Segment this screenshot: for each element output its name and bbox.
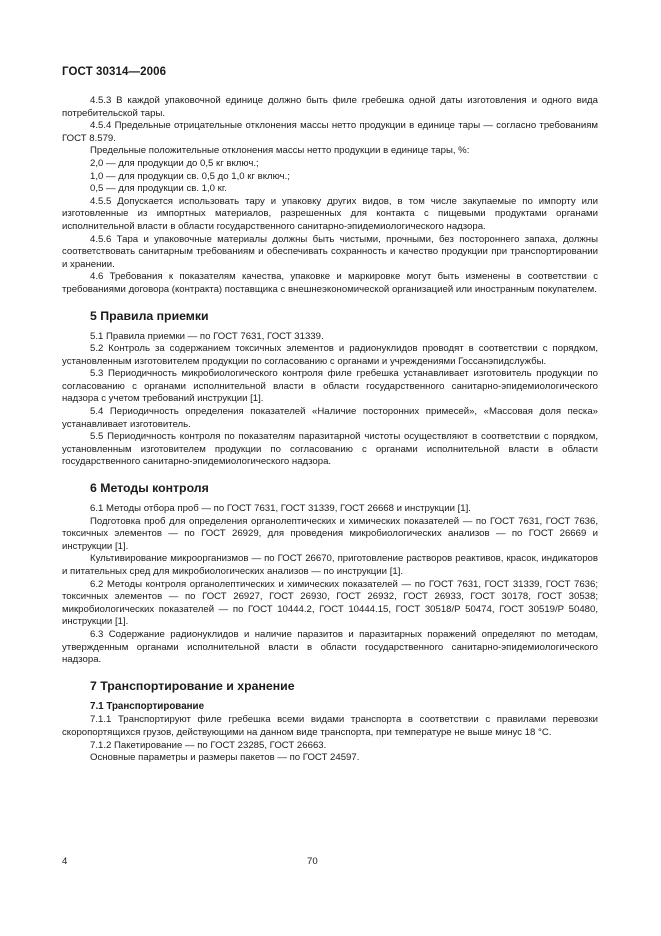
sheet-number: 70 [307, 856, 318, 867]
section-5-heading: 5 Правила приемки [90, 308, 209, 323]
document-body [62, 95, 598, 765]
paragraph-7-1-1: 7.1.1 Транспортируют филе гребешка всеми видами транспорта в соответствии с правилами перевозки скоропортящихся грузов, действующими на данном виде транспорта, при температуре не выше минус 18 °С. [62, 714, 598, 738]
paragraph-4-5-4: 4.5.4 Предельные отрицательные отклонения массы нетто продукции в единице тары — согласно требованиям ГОСТ 8.579. [62, 120, 598, 144]
paragraph-sample-preparation: Подготовка проб для определения органолептических и химических показателей — по ГОСТ 7631, ГОСТ 7636, токсичных элементов — по ГОСТ 26929, для проведения микробиологических анализов — по ГОСТ 26669 и инструкции [1]. [62, 515, 598, 552]
paragraph-7-1-2: 7.1.2 Пакетирование — по ГОСТ 23285, ГОСТ 26663. [90, 739, 327, 751]
paragraph-6-3: 6.3 Содержание радионуклидов и наличие паразитов и паразитарных поражений определяют по методам, утвержденным органами исполнительной власти в области государственного санитарно-эпидемиологического надзора. [62, 628, 598, 666]
subsection-7-1-heading: 7.1 Транспортирование [90, 700, 205, 712]
section-6-heading: 6 Методы контроля [90, 481, 209, 496]
paragraph-4-5-5: 4.5.5 Допускается использовать тару и упаковку других видов, в том числе закупаемые по импорту или изготовленные из импортных материалов, разрешенных для контакта с пищевыми продуктами органами исполнительной власти в области государственного санитарно-эпидемиологического надзора. [62, 195, 598, 232]
deviation-item: 2,0 — для продукции до 0,5 кг включ.; [90, 157, 259, 169]
page-number: 4 [62, 856, 68, 867]
paragraph-4-5-3: 4.5.3 В каждой упаковочной единице должно быть филе гребешка одной даты изготовления и одного вида потребительской тары. [62, 95, 598, 119]
deviations-intro: Предельные положительные отклонения массы нетто продукции в единице тары, %: [90, 145, 470, 157]
paragraph-5-1: 5.1 Правила приемки — по ГОСТ 7631, ГОСТ 31339. [90, 330, 324, 342]
paragraph-5-5: 5.5 Периодичность контроля по показателям паразитарной чистоты осуществляют в соответствии с порядком, установленным изготовителем продукции по согласованию с органами исполнительной власти в области государственного санитарно-эпидемиологического надзора. [62, 431, 598, 468]
paragraph-6-2: 6.2 Методы контроля органолептических и химических показателей — по ГОСТ 7631, ГОСТ 31339, ГОСТ 7636; токсичных элементов — по ГОСТ 26927, ГОСТ 26930, ГОСТ 26932, ГОСТ 26933, ГОСТ 30178, ГОСТ 30538; микробиологических показателей — по ГОСТ 10444.2, ГОСТ 10444.15, ГОСТ 30518/Р 50474, ГОСТ 30519/Р 50480, инструкции [1]. [62, 578, 598, 628]
paragraph-5-4: 5.4 Периодичность определения показателей «Наличие посторонних примесей», «Массовая доля песка» устанавливает изготовитель. [62, 406, 598, 430]
paragraph-5-3: 5.3 Периодичность микробиологического контроля филе гребешка устанавливает изготовитель продукции по согласованию с органами исполнительной власти в области государственного санитарно-эпидемиологического надзора с учетом требований инструкции [1]. [62, 368, 598, 405]
deviation-item: 1,0 — для продукции св. 0,5 до 1,0 кг включ.; [90, 170, 290, 182]
paragraph-4-6: 4.6 Требования к показателям качества, упаковке и маркировке могут быть изменены в соответствии с требованиями договора (контракта) поставщика с внешнеэкономической организацией или иностранным покупателем. [62, 271, 598, 295]
paragraph-5-2: 5.2 Контроль за содержанием токсичных элементов и радионуклидов проводят в соответствии с порядком, установленным изготовителем продукции по согласованию с органами и учреждениями Госсанэпидслужбы. [62, 343, 598, 367]
deviation-item: 0,5 — для продукции св. 1,0 кг. [90, 183, 227, 195]
paragraph-4-5-6: 4.5.6 Тара и упаковочные материалы должны быть чистыми, прочными, без постороннего запаха, должны соответствовать санитарным требованиям и обеспечивать сохранность и качество продукции при транспортировании и хранении. [62, 233, 598, 270]
section-7-heading: 7 Транспортирование и хранение [90, 678, 295, 693]
paragraph-package-params: Основные параметры и размеры пакетов — по ГОСТ 24597. [90, 752, 360, 764]
paragraph-cultivation: Культивирование микроорганизмов — по ГОСТ 26670, приготовление растворов реактивов, красок, индикаторов и питательных сред для микробиологических анализов — по инструкции [1]. [62, 553, 598, 577]
paragraph-6-1: 6.1 Методы отбора проб — по ГОСТ 7631, ГОСТ 31339, ГОСТ 26668 и инструкции [1]. [90, 503, 471, 515]
document-code-header: ГОСТ 30314—2006 [62, 66, 167, 78]
